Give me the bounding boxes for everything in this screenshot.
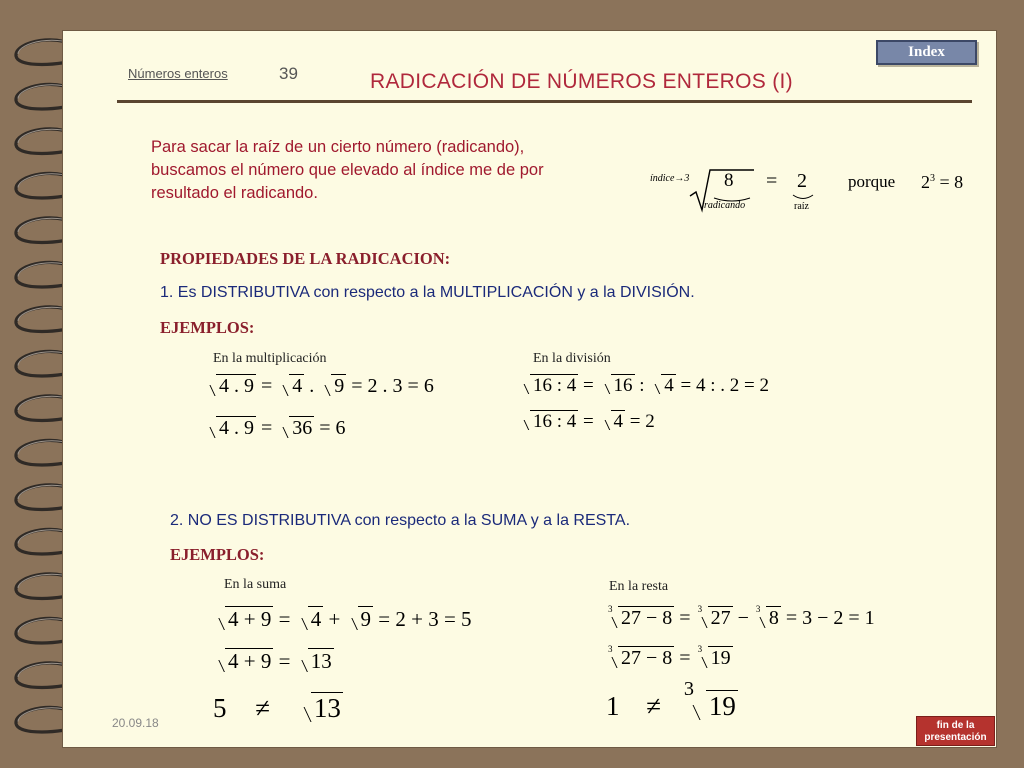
examples-heading-2: EJEMPLOS: [170, 545, 265, 564]
radical: 3 8 [755, 604, 779, 629]
radical: 9 [321, 374, 346, 398]
property-1: 1. Es DISTRIBUTIVA con respecto a la MULTIPLICACIÓN y a la DIVISIÓN. [160, 284, 695, 301]
radical: 13 [298, 648, 334, 674]
sum-label: En la suma [224, 577, 287, 592]
intro-line: resultado el radicando. [151, 184, 318, 202]
radical: 4 + 9 [215, 648, 273, 674]
radical: 3 19 [683, 678, 736, 721]
radical: 16 : 4 [520, 410, 578, 433]
end-button-line: fin de la [936, 720, 975, 731]
page-title: RADICACIÓN DE NÚMEROS ENTEROS (I) [370, 70, 793, 93]
title-rule [117, 100, 972, 103]
intro-text [151, 136, 544, 205]
end-button-line: presentación [924, 732, 987, 743]
radical: 4 [298, 606, 324, 632]
power-exponent: 3 [930, 173, 935, 184]
not-equal-sign: ≠ [646, 691, 662, 721]
root-label: raíz [794, 201, 809, 212]
sub-example-2: 3 27 − 8 = 3 19 [608, 644, 731, 669]
power-result: = 8 [939, 172, 964, 192]
indice-label: índice→3 [650, 173, 690, 184]
radical: 3 19 [697, 644, 731, 669]
root-definition [650, 168, 689, 191]
radical: 9 [348, 606, 374, 632]
radical: 4 + 9 [215, 606, 273, 632]
multiplication-label: En la multiplicación [213, 351, 327, 366]
radical: 4 [279, 374, 304, 398]
index-button[interactable]: Index [876, 40, 977, 65]
examples-heading-1: EJEMPLOS: [160, 318, 255, 337]
radical: 16 [601, 374, 635, 397]
sum-example-3: 5 ≠ 13 [213, 693, 341, 723]
def-equals: = [766, 170, 778, 192]
radical: 3 27 [697, 604, 731, 629]
div-example-1: 16 : 4 = 16 : 4 = 4 : . 2 = 2 [518, 374, 769, 397]
slide-number: 39 [279, 64, 298, 83]
radical: 36 [279, 416, 314, 440]
intro-line: Para sacar la raíz de un cierto número (radicando), [151, 138, 525, 156]
division-label: En la división [533, 351, 611, 366]
radicand-label: radicando [704, 200, 746, 211]
end-presentation-button[interactable] [916, 716, 995, 746]
root-value: 2 [797, 170, 807, 192]
mult-example-1: 4 . 9 = 4 . 9 = 2 . 3 = 6 [204, 374, 434, 398]
properties-heading: PROPIEDADES DE LA RADICACION: [160, 249, 451, 268]
property-2: 2. NO ES DISTRIBUTIVA con respecto a la SUMA y a la RESTA. [170, 512, 631, 529]
intro-line: buscamos el número que elevado al índice me de por [151, 161, 544, 179]
radical: 4 . 9 [206, 416, 256, 440]
subtraction-label: En la resta [609, 579, 669, 594]
radical: 3 27 − 8 [608, 644, 673, 669]
power-expression [921, 172, 963, 193]
mult-example-2: 4 . 9 = 36 = 6 [204, 416, 346, 440]
porque-label: porque [848, 172, 896, 191]
div-example-2: 16 : 4 = 4 = 2 [518, 410, 655, 433]
radical: 4 [651, 374, 676, 397]
radical: 16 : 4 [520, 374, 578, 397]
radical: 3 27 − 8 [608, 604, 673, 629]
radicand: 8 [724, 170, 734, 191]
sum-example-2: 4 + 9 = 13 [213, 648, 334, 674]
radical: 13 [301, 692, 343, 724]
not-equal-sign: ≠ [255, 693, 271, 723]
sum-example-1: 4 + 9 = 4 + 9 = 2 + 3 = 5 [213, 606, 472, 632]
breadcrumb[interactable]: Números enteros [128, 66, 228, 81]
power-base: 2 [921, 172, 930, 192]
sub-example-3: 1 ≠ 3 19 [606, 678, 736, 721]
date-label: 20.09.18 [112, 716, 159, 730]
radical: 4 [601, 410, 626, 433]
radical: 4 . 9 [206, 374, 256, 398]
sub-example-1: 3 27 − 8 = 3 27 − 3 8 = 3 − 2 = 1 [608, 604, 875, 629]
